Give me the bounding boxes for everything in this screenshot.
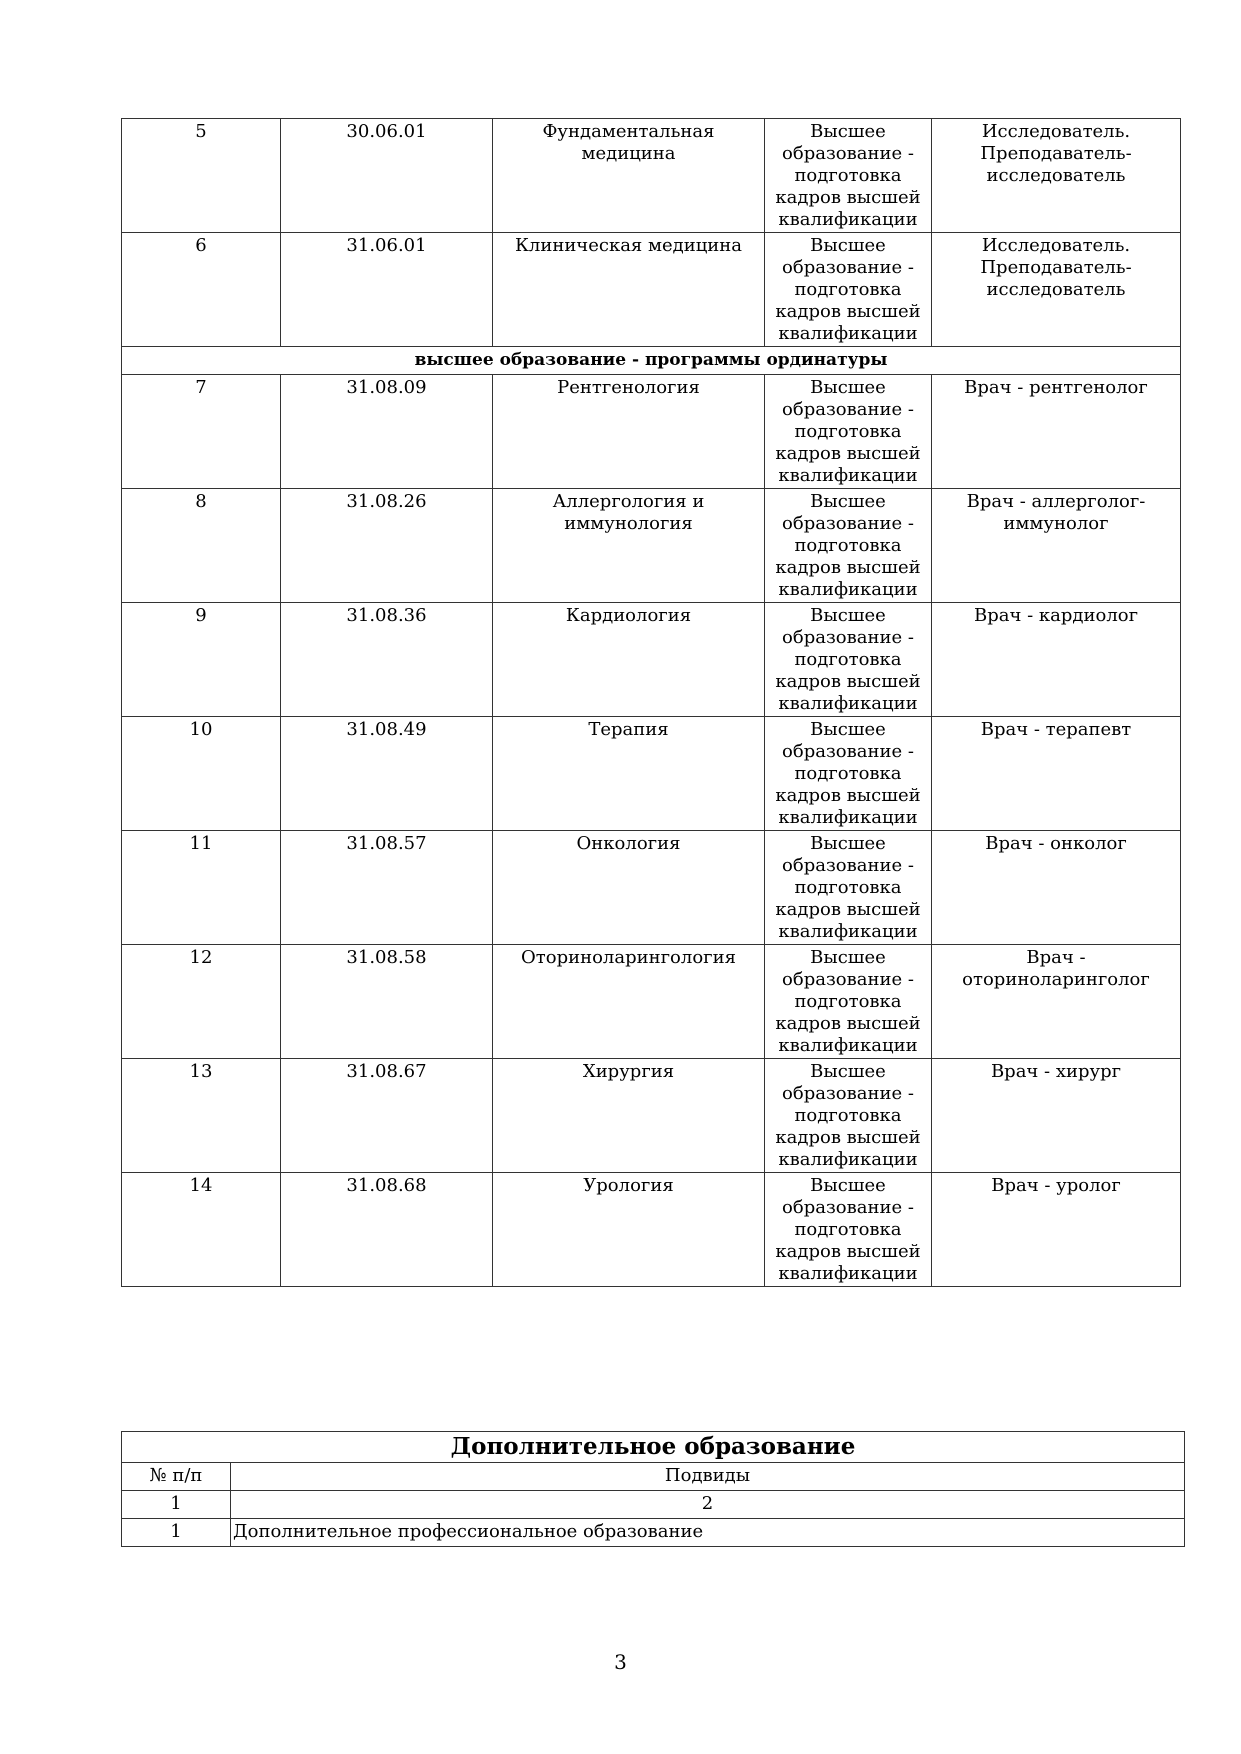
row-number: 14 [122,1173,281,1287]
education-level: Высшее образование - подготовка кадров высшей квалификации [765,945,932,1059]
row-num: 1 [122,1519,231,1547]
education-level: Высшее образование - подготовка кадров высшей квалификации [765,1059,932,1173]
row-number: 8 [122,489,281,603]
education-level: Высшее образование - подготовка кадров высшей квалификации [765,233,932,347]
table-row [122,945,1181,1059]
program-name: Кардиология [493,603,765,717]
program-code: 30.06.01 [281,119,493,233]
qualification: Врач - кардиолог [932,603,1181,717]
program-name: Фундаментальная медицина [493,119,765,233]
row-number: 7 [122,375,281,489]
index-num: 1 [122,1491,231,1519]
column-index-row [122,1491,1185,1519]
row-number: 5 [122,119,281,233]
additional-education-title-row [122,1432,1185,1463]
table-header-row [122,1463,1185,1491]
program-name: Хирургия [493,1059,765,1173]
table-row [122,119,1181,233]
row-number: 6 [122,233,281,347]
program-name: Клиническая медицина [493,233,765,347]
table-row [122,831,1181,945]
program-name: Онкология [493,831,765,945]
table-row [122,1519,1185,1547]
row-number: 13 [122,1059,281,1173]
program-name: Терапия [493,717,765,831]
table-row [122,717,1181,831]
program-code: 31.08.49 [281,717,493,831]
program-name: Урология [493,1173,765,1287]
program-code: 31.08.68 [281,1173,493,1287]
education-level: Высшее образование - подготовка кадров высшей квалификации [765,603,932,717]
page-number: 3 [614,1650,627,1674]
section-heading: высшее образование - программы ординатуры [122,347,1181,375]
program-code: 31.08.67 [281,1059,493,1173]
program-name: Рентгенология [493,375,765,489]
table-row [122,1059,1181,1173]
program-code: 31.08.09 [281,375,493,489]
row-number: 10 [122,717,281,831]
additional-education-table [121,1431,1185,1547]
program-code: 31.08.58 [281,945,493,1059]
education-level: Высшее образование - подготовка кадров высшей квалификации [765,375,932,489]
table-row [122,603,1181,717]
index-subtypes: 2 [231,1491,1185,1519]
qualification: Врач - оториноларинголог [932,945,1181,1059]
qualification: Исследователь. Преподаватель-исследователь [932,119,1181,233]
qualification: Врач - онколог [932,831,1181,945]
program-code: 31.06.01 [281,233,493,347]
program-code: 31.08.36 [281,603,493,717]
qualification: Врач - хирург [932,1059,1181,1173]
education-level: Высшее образование - подготовка кадров высшей квалификации [765,717,932,831]
education-level: Высшее образование - подготовка кадров высшей квалификации [765,489,932,603]
qualification: Врач - аллерголог-иммунолог [932,489,1181,603]
table-row [122,489,1181,603]
additional-education-title: Дополнительное образование [122,1432,1185,1463]
education-level: Высшее образование - подготовка кадров высшей квалификации [765,1173,932,1287]
program-name: Аллергология и иммунология [493,489,765,603]
qualification: Врач - терапевт [932,717,1181,831]
program-name: Оториноларингология [493,945,765,1059]
header-num: № п/п [122,1463,231,1491]
education-level: Высшее образование - подготовка кадров высшей квалификации [765,119,932,233]
section-heading-row [122,347,1181,375]
table-row [122,233,1181,347]
table-row [122,375,1181,489]
header-subtypes: Подвиды [231,1463,1185,1491]
qualification: Врач - уролог [932,1173,1181,1287]
row-number: 12 [122,945,281,1059]
program-code: 31.08.26 [281,489,493,603]
row-number: 11 [122,831,281,945]
row-number: 9 [122,603,281,717]
row-subtype: Дополнительное профессиональное образование [231,1519,1185,1547]
table-row [122,1173,1181,1287]
program-code: 31.08.57 [281,831,493,945]
education-level: Высшее образование - подготовка кадров высшей квалификации [765,831,932,945]
qualification: Исследователь. Преподаватель-исследователь [932,233,1181,347]
programs-table [121,118,1181,1287]
qualification: Врач - рентгенолог [932,375,1181,489]
